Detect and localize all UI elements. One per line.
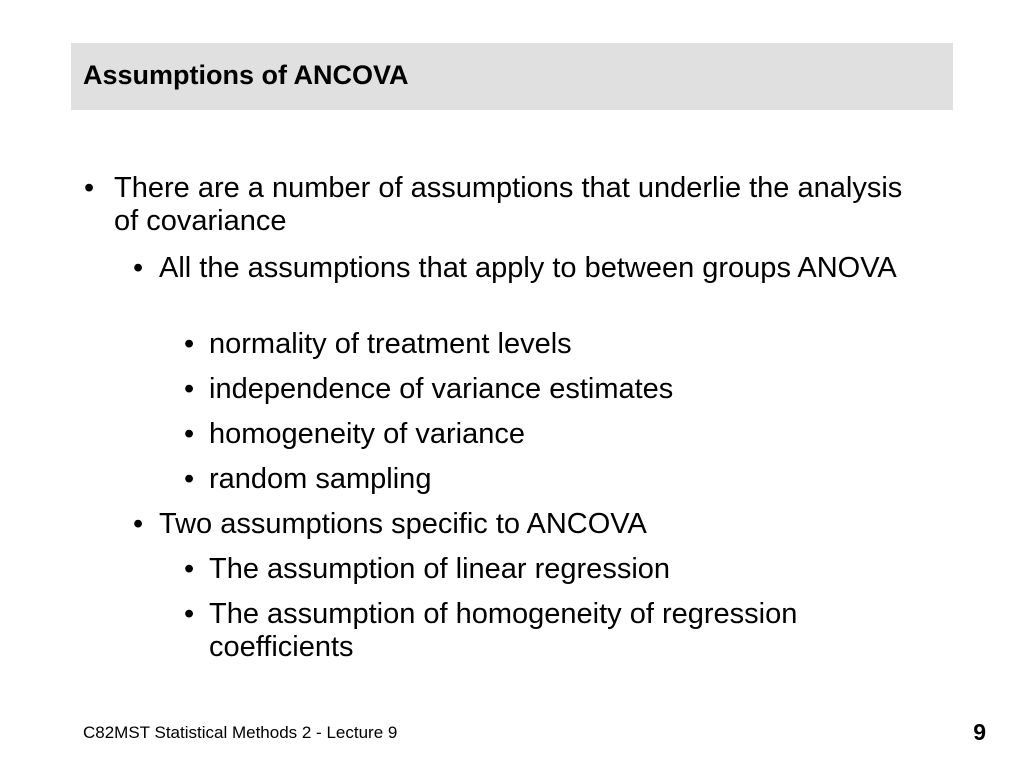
bullet-glyph: •	[184, 463, 195, 495]
bullet-glyph: •	[184, 328, 195, 360]
bullet-text: The assumption of linear regression	[209, 553, 671, 585]
bullet-text: homogeneity of variance	[209, 418, 525, 450]
bullet-glyph: •	[184, 418, 195, 450]
bullet-glyph: •	[184, 553, 195, 585]
bullet-text: All the assumptions that apply to between groups ANOVA	[159, 252, 897, 284]
bullet-item	[184, 553, 929, 586]
bullet-text: normality of treatment levels	[209, 328, 572, 360]
slide-title: Assumptions of ANCOVA	[83, 60, 409, 90]
bullet-glyph: •	[133, 252, 144, 284]
page-number: 9	[973, 719, 986, 745]
bullet-item	[184, 598, 929, 664]
bullet-glyph: •	[184, 373, 195, 405]
bullet-item	[184, 463, 929, 496]
bullet-item	[184, 418, 929, 451]
bullet-glyph: •	[133, 508, 144, 540]
bullet-item	[84, 172, 924, 238]
bullet-text: There are a number of assumptions that underlie the analysis of covariance	[114, 172, 903, 237]
bullet-glyph: •	[184, 598, 195, 630]
bullet-text: independence of variance estimates	[209, 373, 674, 405]
footer-text: C82MST Statistical Methods 2 - Lecture 9	[83, 723, 398, 742]
bullet-text: The assumption of homogeneity of regression coefficients	[209, 598, 798, 663]
bullet-text: random sampling	[209, 463, 432, 495]
bullet-text: Two assumptions specific to ANCOVA	[159, 508, 647, 540]
bullet-item	[184, 373, 929, 406]
bullet-item	[133, 252, 929, 285]
bullet-item	[184, 328, 929, 361]
bullet-item	[133, 508, 929, 541]
bullet-glyph: •	[84, 172, 95, 204]
